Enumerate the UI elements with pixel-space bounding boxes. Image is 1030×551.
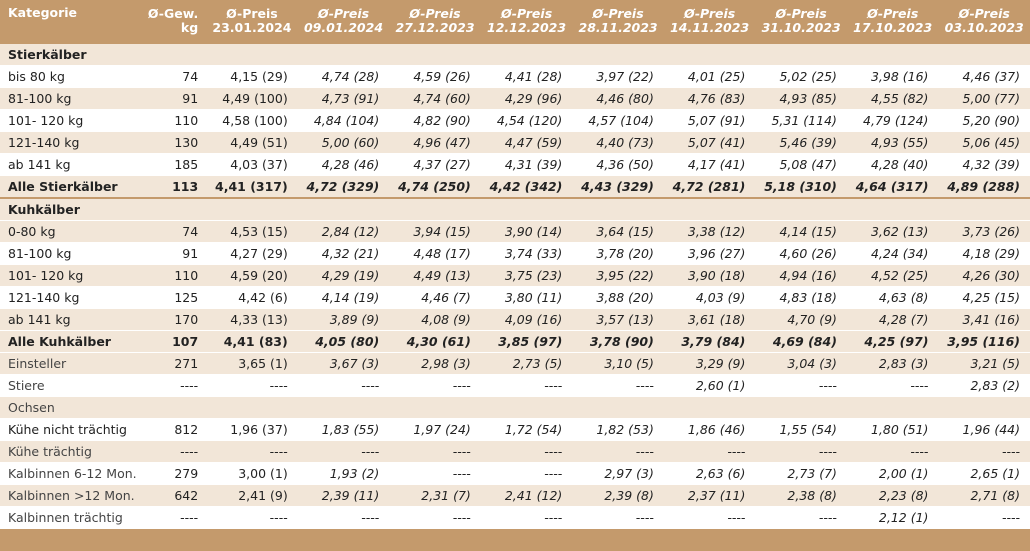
price-cell: 5,20 (90) <box>938 110 1030 132</box>
price-cell: 2,41 (12) <box>481 485 573 507</box>
price-cell: 4,03 (37) <box>206 154 298 176</box>
price-cell: 5,00 (77) <box>938 88 1030 110</box>
price-cell: ---- <box>755 441 847 463</box>
price-cell: 4,18 (29) <box>938 243 1030 265</box>
price-cell: 2,83 (3) <box>847 353 939 375</box>
price-cell: 4,24 (34) <box>847 243 939 265</box>
price-cell <box>755 397 847 419</box>
table-row <box>0 309 1030 331</box>
price-cell: 4,52 (25) <box>847 265 939 287</box>
price-cell: 3,79 (84) <box>664 331 756 353</box>
weight-cell: ---- <box>141 507 206 529</box>
price-cell: 2,60 (1) <box>664 375 756 397</box>
price-cell: 2,00 (1) <box>847 463 939 485</box>
header-gewicht-line1: Ø-Gew. <box>147 6 199 21</box>
category-cell: bis 80 kg <box>0 66 141 88</box>
header-date-6: Ø-Preis 31.10.2023 <box>761 6 841 35</box>
price-cell: 4,36 (50) <box>572 154 664 176</box>
table-row <box>0 221 1030 243</box>
price-cell: ---- <box>389 441 481 463</box>
header-date-3: Ø-Preis 12.12.2023 <box>487 6 567 35</box>
total-row <box>0 331 1030 353</box>
price-cell: 4,01 (25) <box>664 66 756 88</box>
weight-cell: 113 <box>141 176 206 199</box>
category-cell: Kalbinnen trächtig <box>0 507 141 529</box>
price-cell: ---- <box>572 507 664 529</box>
price-cell: 3,88 (20) <box>572 287 664 309</box>
table-row <box>0 110 1030 132</box>
price-cell: 4,27 (29) <box>206 243 298 265</box>
price-cell: 3,57 (13) <box>572 309 664 331</box>
price-cell: ---- <box>481 507 573 529</box>
price-cell: 4,69 (84) <box>755 331 847 353</box>
price-cell: 2,71 (8) <box>938 485 1030 507</box>
category-cell: ab 141 kg <box>0 154 141 176</box>
price-cell: 5,00 (60) <box>298 132 390 154</box>
weight-cell: 279 <box>141 463 206 485</box>
price-cell: 3,94 (15) <box>389 221 481 243</box>
price-cell: 4,70 (9) <box>755 309 847 331</box>
price-cell: ---- <box>298 441 390 463</box>
bottom-bar <box>0 529 1030 551</box>
weight-cell: 107 <box>141 331 206 353</box>
price-cell: ---- <box>206 441 298 463</box>
price-cell: 4,25 (97) <box>847 331 939 353</box>
price-cell: 4,48 (17) <box>389 243 481 265</box>
price-cell: 1,80 (51) <box>847 419 939 441</box>
price-cell: 5,08 (47) <box>755 154 847 176</box>
category-cell: Ochsen <box>0 397 141 419</box>
price-cell: 3,89 (9) <box>298 309 390 331</box>
price-cell: 4,14 (19) <box>298 287 390 309</box>
table-row <box>0 265 1030 287</box>
price-cell: 4,41 (83) <box>206 331 298 353</box>
price-cell: 5,18 (310) <box>755 176 847 199</box>
price-cell: 4,15 (29) <box>206 66 298 88</box>
category-cell: Stiere <box>0 375 141 397</box>
price-cell: ---- <box>389 507 481 529</box>
table-row <box>0 353 1030 375</box>
price-cell: 4,74 (60) <box>389 88 481 110</box>
price-cell: 3,65 (1) <box>206 353 298 375</box>
section-title: Kuhkälber <box>0 198 1030 221</box>
category-cell: 121-140 kg <box>0 132 141 154</box>
price-cell: ---- <box>298 375 390 397</box>
price-cell: 4,40 (73) <box>572 132 664 154</box>
price-cell: 3,38 (12) <box>664 221 756 243</box>
header-date-1: Ø-Preis 09.01.2024 <box>303 6 384 35</box>
price-cell: 4,72 (329) <box>298 176 390 199</box>
price-cell: 4,76 (83) <box>664 88 756 110</box>
price-cell: 5,46 (39) <box>755 132 847 154</box>
price-cell: 4,74 (250) <box>389 176 481 199</box>
header-row <box>0 0 1030 43</box>
price-cell: 4,42 (6) <box>206 287 298 309</box>
price-cell: 4,96 (47) <box>389 132 481 154</box>
table-row <box>0 419 1030 441</box>
table-row <box>0 375 1030 397</box>
weight-cell: 110 <box>141 265 206 287</box>
table-body <box>0 43 1030 551</box>
weight-cell: 125 <box>141 287 206 309</box>
price-cell: ---- <box>847 441 939 463</box>
price-cell: ---- <box>938 507 1030 529</box>
price-cell <box>847 397 939 419</box>
header-kategorie: Kategorie <box>8 5 78 20</box>
price-cell: 5,06 (45) <box>938 132 1030 154</box>
price-cell <box>664 397 756 419</box>
price-cell: 4,09 (16) <box>481 309 573 331</box>
table-row <box>0 397 1030 419</box>
price-cell: 4,41 (28) <box>481 66 573 88</box>
table-row <box>0 132 1030 154</box>
price-cell: 4,49 (13) <box>389 265 481 287</box>
price-cell: 4,28 (46) <box>298 154 390 176</box>
price-cell: 3,29 (9) <box>664 353 756 375</box>
price-cell: 1,72 (54) <box>481 419 573 441</box>
header-date-0: Ø-Preis 23.01.2024 <box>212 6 292 35</box>
price-cell: 3,04 (3) <box>755 353 847 375</box>
price-cell: 4,63 (8) <box>847 287 939 309</box>
price-cell: 4,47 (59) <box>481 132 573 154</box>
price-cell: 4,17 (41) <box>664 154 756 176</box>
table-row <box>0 66 1030 88</box>
weight-cell: 74 <box>141 221 206 243</box>
weight-cell: 130 <box>141 132 206 154</box>
price-cell: 3,90 (14) <box>481 221 573 243</box>
category-cell: Alle Kuhkälber <box>0 331 141 353</box>
total-row <box>0 176 1030 199</box>
price-cell: 3,41 (16) <box>938 309 1030 331</box>
price-cell: 4,28 (40) <box>847 154 939 176</box>
price-cell: 4,05 (80) <box>298 331 390 353</box>
price-cell: 1,55 (54) <box>755 419 847 441</box>
price-cell: ---- <box>481 375 573 397</box>
weight-cell <box>141 397 206 419</box>
price-cell: 1,83 (55) <box>298 419 390 441</box>
weight-cell: 185 <box>141 154 206 176</box>
price-cell: ---- <box>389 375 481 397</box>
weight-cell: ---- <box>141 441 206 463</box>
price-cell: 3,80 (11) <box>481 287 573 309</box>
price-cell: 4,84 (104) <box>298 110 390 132</box>
price-cell: 3,96 (27) <box>664 243 756 265</box>
table-row <box>0 243 1030 265</box>
price-cell: 3,74 (33) <box>481 243 573 265</box>
price-cell: 3,95 (116) <box>938 331 1030 353</box>
price-cell <box>389 397 481 419</box>
price-cell: 3,10 (5) <box>572 353 664 375</box>
price-cell: 4,08 (9) <box>389 309 481 331</box>
section-title: Stierkälber <box>0 43 1030 66</box>
price-cell: 4,28 (7) <box>847 309 939 331</box>
price-cell: 4,32 (39) <box>938 154 1030 176</box>
section-row <box>0 43 1030 66</box>
price-cell: 1,96 (37) <box>206 419 298 441</box>
table-row <box>0 88 1030 110</box>
price-cell: 1,93 (2) <box>298 463 390 485</box>
price-cell: 4,42 (342) <box>481 176 573 199</box>
price-cell: 2,38 (8) <box>755 485 847 507</box>
price-cell: 4,46 (7) <box>389 287 481 309</box>
price-cell: ---- <box>389 463 481 485</box>
price-cell: 2,41 (9) <box>206 485 298 507</box>
table-row <box>0 154 1030 176</box>
price-cell: 4,59 (20) <box>206 265 298 287</box>
price-cell: 4,93 (55) <box>847 132 939 154</box>
header-date-8: Ø-Preis 03.10.2023 <box>944 6 1024 35</box>
price-cell: 4,26 (30) <box>938 265 1030 287</box>
price-cell: 3,21 (5) <box>938 353 1030 375</box>
price-cell: 4,64 (317) <box>847 176 939 199</box>
price-cell: 3,73 (26) <box>938 221 1030 243</box>
price-cell: 4,58 (100) <box>206 110 298 132</box>
price-cell: 4,55 (82) <box>847 88 939 110</box>
category-cell: 81-100 kg <box>0 243 141 265</box>
price-cell: 4,33 (13) <box>206 309 298 331</box>
price-cell: 4,74 (28) <box>298 66 390 88</box>
price-cell: 4,54 (120) <box>481 110 573 132</box>
price-cell: 4,79 (124) <box>847 110 939 132</box>
price-cell: 2,39 (8) <box>572 485 664 507</box>
price-cell <box>298 397 390 419</box>
price-cell: 2,37 (11) <box>664 485 756 507</box>
price-cell: 4,25 (15) <box>938 287 1030 309</box>
price-cell: 4,46 (80) <box>572 88 664 110</box>
price-cell: ---- <box>298 507 390 529</box>
price-cell: ---- <box>572 375 664 397</box>
category-cell: Einsteller <box>0 353 141 375</box>
price-cell: 2,73 (7) <box>755 463 847 485</box>
price-cell: 3,90 (18) <box>664 265 756 287</box>
price-cell: ---- <box>938 441 1030 463</box>
price-cell: 2,97 (3) <box>572 463 664 485</box>
price-cell: ---- <box>206 507 298 529</box>
category-cell: Kühe trächtig <box>0 441 141 463</box>
price-cell: 1,86 (46) <box>664 419 756 441</box>
header-date-2: Ø-Preis 27.12.2023 <box>395 6 475 35</box>
price-cell: 2,83 (2) <box>938 375 1030 397</box>
price-cell: 3,64 (15) <box>572 221 664 243</box>
price-cell: 2,73 (5) <box>481 353 573 375</box>
price-cell: 3,95 (22) <box>572 265 664 287</box>
price-cell: ---- <box>847 375 939 397</box>
price-cell: ---- <box>572 441 664 463</box>
price-cell: 3,00 (1) <box>206 463 298 485</box>
category-cell: 0-80 kg <box>0 221 141 243</box>
header-gewicht-line2: kg <box>180 20 199 35</box>
price-cell: 4,72 (281) <box>664 176 756 199</box>
price-cell: 1,82 (53) <box>572 419 664 441</box>
price-cell: 3,97 (22) <box>572 66 664 88</box>
table-row <box>0 463 1030 485</box>
weight-cell: 170 <box>141 309 206 331</box>
price-cell: 4,43 (329) <box>572 176 664 199</box>
price-cell: ---- <box>481 463 573 485</box>
weight-cell: ---- <box>141 375 206 397</box>
section-row <box>0 198 1030 221</box>
price-cell: ---- <box>664 441 756 463</box>
price-cell: 2,65 (1) <box>938 463 1030 485</box>
category-cell: ab 141 kg <box>0 309 141 331</box>
price-cell: 2,39 (11) <box>298 485 390 507</box>
price-cell: 3,78 (90) <box>572 331 664 353</box>
price-cell: 3,67 (3) <box>298 353 390 375</box>
price-cell: 5,02 (25) <box>755 66 847 88</box>
price-cell: 4,41 (317) <box>206 176 298 199</box>
weight-cell: 271 <box>141 353 206 375</box>
price-cell: 5,31 (114) <box>755 110 847 132</box>
price-cell: 4,82 (90) <box>389 110 481 132</box>
price-cell: 4,29 (19) <box>298 265 390 287</box>
price-cell: 4,83 (18) <box>755 287 847 309</box>
price-cell: 4,32 (21) <box>298 243 390 265</box>
price-cell: 3,98 (16) <box>847 66 939 88</box>
price-cell: 4,46 (37) <box>938 66 1030 88</box>
price-cell: 3,75 (23) <box>481 265 573 287</box>
price-cell: 4,60 (26) <box>755 243 847 265</box>
price-cell: 2,23 (8) <box>847 485 939 507</box>
price-cell: 2,31 (7) <box>389 485 481 507</box>
price-cell: 1,96 (44) <box>938 419 1030 441</box>
price-cell: 4,49 (100) <box>206 88 298 110</box>
price-cell <box>206 397 298 419</box>
table-row <box>0 507 1030 529</box>
price-cell: 3,78 (20) <box>572 243 664 265</box>
weight-cell: 642 <box>141 485 206 507</box>
category-cell: 81-100 kg <box>0 88 141 110</box>
price-cell: ---- <box>206 375 298 397</box>
weight-cell: 91 <box>141 243 206 265</box>
category-cell: Kalbinnen 6-12 Mon. <box>0 463 141 485</box>
weight-cell: 110 <box>141 110 206 132</box>
category-cell: 101- 120 kg <box>0 265 141 287</box>
category-cell: Kühe nicht trächtig <box>0 419 141 441</box>
price-cell: 4,03 (9) <box>664 287 756 309</box>
price-cell: 4,93 (85) <box>755 88 847 110</box>
price-cell: ---- <box>755 375 847 397</box>
price-cell <box>572 397 664 419</box>
category-cell: Kalbinnen >12 Mon. <box>0 485 141 507</box>
category-cell: 121-140 kg <box>0 287 141 309</box>
header-date-4: Ø-Preis 28.11.2023 <box>578 6 658 35</box>
price-cell: 5,07 (91) <box>664 110 756 132</box>
weight-cell: 812 <box>141 419 206 441</box>
price-cell: 2,98 (3) <box>389 353 481 375</box>
price-cell: 4,30 (61) <box>389 331 481 353</box>
price-cell: 4,89 (288) <box>938 176 1030 199</box>
header-date-7: Ø-Preis 17.10.2023 <box>853 6 933 35</box>
price-cell: 4,29 (96) <box>481 88 573 110</box>
bottom-bar-cell <box>0 529 1030 551</box>
price-cell: 4,14 (15) <box>755 221 847 243</box>
table-row <box>0 485 1030 507</box>
price-cell: 4,73 (91) <box>298 88 390 110</box>
category-cell: Alle Stierkälber <box>0 176 141 199</box>
price-cell: 4,49 (51) <box>206 132 298 154</box>
price-cell: 3,61 (18) <box>664 309 756 331</box>
price-cell <box>481 397 573 419</box>
price-cell: 2,12 (1) <box>847 507 939 529</box>
price-cell: 4,94 (16) <box>755 265 847 287</box>
header-gewicht <box>141 0 206 43</box>
table-row <box>0 441 1030 463</box>
price-cell: ---- <box>755 507 847 529</box>
price-cell: 4,59 (26) <box>389 66 481 88</box>
price-cell: 5,07 (41) <box>664 132 756 154</box>
price-cell: ---- <box>481 441 573 463</box>
price-cell <box>938 397 1030 419</box>
price-cell: 2,63 (6) <box>664 463 756 485</box>
price-cell: 1,97 (24) <box>389 419 481 441</box>
price-cell: 4,31 (39) <box>481 154 573 176</box>
price-cell: 4,53 (15) <box>206 221 298 243</box>
price-cell: 2,84 (12) <box>298 221 390 243</box>
weight-cell: 74 <box>141 66 206 88</box>
header-date-5: Ø-Preis 14.11.2023 <box>670 6 750 35</box>
price-cell: 3,85 (97) <box>481 331 573 353</box>
price-cell: ---- <box>664 507 756 529</box>
category-cell: 101- 120 kg <box>0 110 141 132</box>
table-row <box>0 287 1030 309</box>
price-cell: 4,57 (104) <box>572 110 664 132</box>
price-cell: 3,62 (13) <box>847 221 939 243</box>
price-cell: 4,37 (27) <box>389 154 481 176</box>
weight-cell: 91 <box>141 88 206 110</box>
